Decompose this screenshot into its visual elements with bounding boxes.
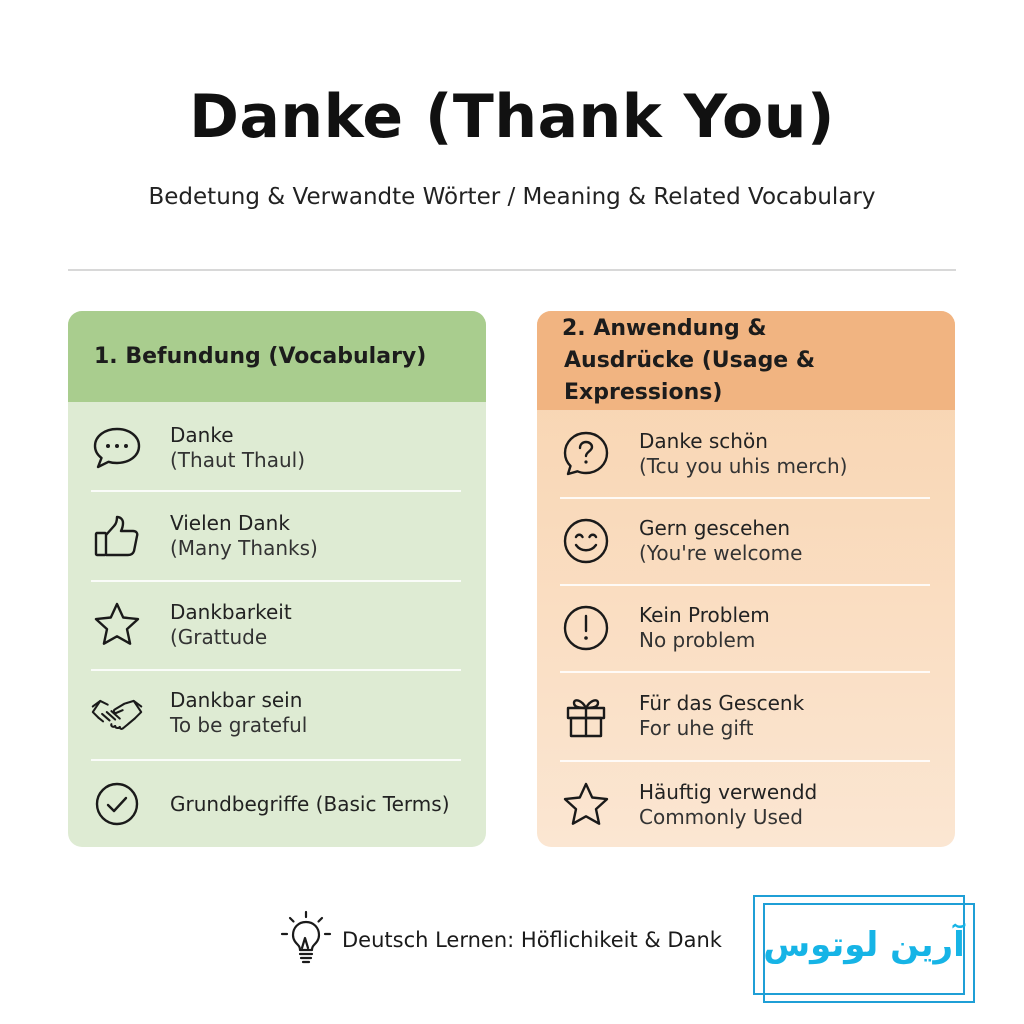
logo-text: آرین لوتوس — [763, 925, 965, 965]
vocabulary-panel — [68, 311, 486, 847]
item-translation: (You're welcome — [639, 541, 803, 565]
list-item — [559, 514, 930, 568]
checkmark-circle-icon — [90, 777, 144, 831]
list-item — [559, 689, 930, 743]
brand-logo — [753, 895, 975, 1003]
item-translation: (Grattude — [170, 625, 268, 649]
list-item — [90, 598, 461, 652]
item-translation: Commonly Used — [639, 805, 803, 829]
page-title: Danke (Thank You) — [189, 82, 835, 152]
item-translation: (Tcu you uhis merch) — [639, 454, 848, 478]
list-item — [90, 421, 461, 475]
row-divider — [560, 760, 930, 762]
exclamation-circle-icon — [559, 601, 613, 655]
thumbs-up-icon — [90, 509, 144, 563]
speech-bubble-icon — [90, 421, 144, 475]
item-term: Danke — [170, 423, 234, 447]
vocabulary-panel-title: 1. Befundung (Vocabulary) — [94, 344, 427, 369]
row-divider — [91, 490, 461, 492]
handshake-icon — [90, 686, 144, 740]
usage-panel-title-line2: Ausdrücke (Usage & Expressions) — [564, 347, 816, 405]
item-term: Grundbegriffe (Basic Terms) — [170, 791, 450, 816]
footer — [278, 910, 722, 970]
question-bubble-icon — [559, 427, 613, 481]
item-translation: No problem — [639, 628, 756, 652]
item-term: Dankbarkeit — [170, 600, 292, 624]
usage-panel-header — [537, 311, 955, 410]
smiley-icon — [559, 514, 613, 568]
row-divider — [91, 669, 461, 671]
lightbulb-icon — [278, 908, 334, 972]
row-divider — [91, 759, 461, 761]
row-divider — [560, 671, 930, 673]
page-subtitle: Bedetung & Verwandte Wörter / Meaning & Related Vocabulary — [148, 184, 876, 210]
item-term: Danke schön — [639, 429, 768, 453]
row-divider — [560, 497, 930, 499]
star-icon — [559, 778, 613, 832]
item-term: Häuftig verwendd — [639, 780, 818, 804]
list-item — [559, 601, 930, 655]
list-item — [90, 686, 461, 740]
vocabulary-panel-header — [68, 311, 486, 402]
list-item — [90, 509, 461, 563]
item-translation: (Many Thanks) — [170, 536, 318, 560]
list-item — [559, 778, 930, 832]
row-divider — [91, 580, 461, 582]
item-translation: For uhe gift — [639, 716, 754, 740]
item-term: Vielen Dank — [170, 511, 290, 535]
item-translation: To be grateful — [170, 713, 308, 737]
item-term: Für das Gescenk — [639, 691, 805, 715]
star-icon — [90, 598, 144, 652]
row-divider — [560, 584, 930, 586]
footer-text: Deutsch Lernen: Höflichikeit & Dank — [342, 928, 722, 952]
item-term: Dankbar sein — [170, 688, 303, 712]
list-item — [559, 427, 930, 481]
divider — [68, 269, 956, 271]
gift-icon — [559, 689, 613, 743]
usage-panel — [537, 311, 955, 847]
item-term: Gern gescehen — [639, 516, 791, 540]
item-translation: (Thaut Thaul) — [170, 448, 306, 472]
item-term: Kein Problem — [639, 603, 770, 627]
usage-panel-title-line1: 2. Anwendung & — [562, 315, 767, 341]
list-item — [90, 777, 461, 831]
